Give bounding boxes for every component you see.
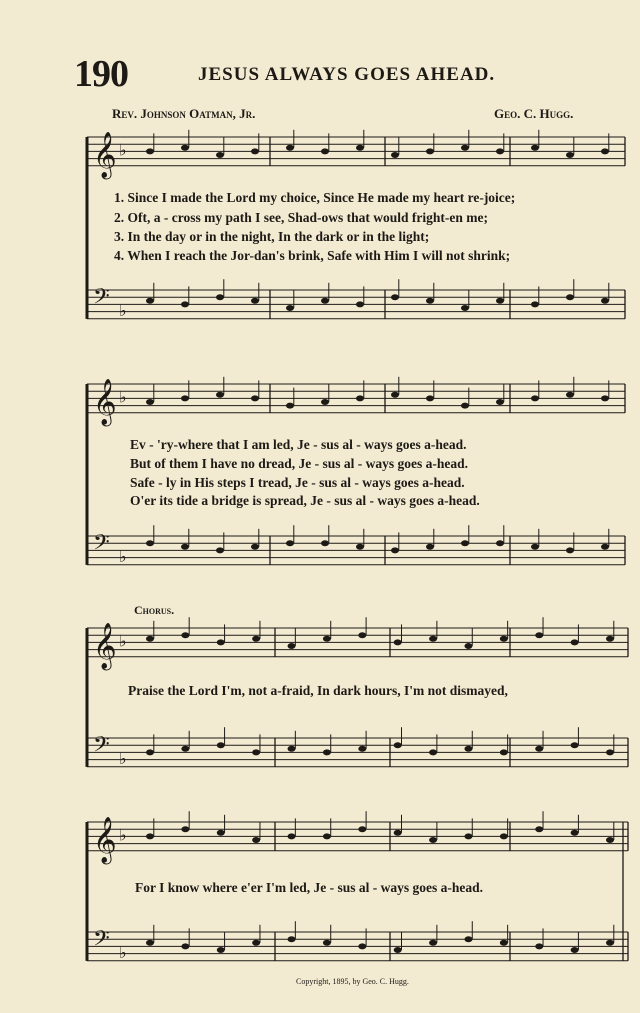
svg-text:𝄢: 𝄢: [93, 530, 110, 561]
verse-4-line-2: O'er its tide a bridge is spread, Je - sus al - ways goes a-head.: [130, 493, 480, 508]
copyright-notice: Copyright, 1895, by Geo. C. Hugg.: [296, 977, 409, 986]
svg-text:𝄢: 𝄢: [93, 732, 110, 763]
svg-text:♭: ♭: [119, 825, 127, 845]
svg-text:♭: ♭: [119, 631, 127, 651]
staff-1-treble: [87, 130, 625, 180]
lyricist-credit: Rev. Johnson Oatman, Jr.: [112, 106, 256, 121]
composer-credit: Geo. C. Hugg.: [494, 106, 574, 121]
chorus-line-1: Praise the Lord I'm, not a-fraid, In dark hours, I'm not dismayed,: [128, 683, 508, 698]
verse-4-line-1: 4. When I reach the Jor-dan's brink, Safe with Him I will not shrink;: [114, 248, 511, 263]
staff-2-bass: [87, 525, 625, 566]
staff-4-bass: [87, 921, 628, 962]
staff-2-treble: [87, 377, 625, 427]
svg-text:♭: ♭: [119, 140, 127, 160]
svg-text:♭: ♭: [119, 387, 127, 407]
chorus-line-2: For I know where e'er I'm led, Je - sus al - ways goes a-head.: [135, 880, 483, 895]
verse-1-line-1: 1. Since I made the Lord my choice, Since He made my heart re-joice;: [114, 190, 516, 205]
svg-text:♭: ♭: [119, 942, 127, 962]
svg-text:𝄞: 𝄞: [93, 378, 117, 425]
verse-3-line-1: 3. In the day or in the night, In the dark or in the light;: [114, 229, 430, 244]
svg-text:𝄞: 𝄞: [93, 131, 117, 178]
staff-1-bass: [87, 279, 625, 320]
svg-text:𝄞: 𝄞: [93, 816, 117, 863]
staff-4-treble: [87, 811, 628, 865]
svg-text:♭: ♭: [119, 546, 127, 566]
verse-1-line-2: Ev - 'ry-where that I am led, Je - sus al - ways goes a-head.: [130, 437, 467, 452]
verse-2-line-1: 2. Oft, a - cross my path I see, Shad-ows that would fright-en me;: [114, 210, 488, 225]
hymn-title: JESUS ALWAYS GOES AHEAD.: [198, 64, 496, 85]
page-number: 190: [74, 53, 128, 95]
verse-3-line-2: Safe - ly in His steps I tread, Je - sus al - ways goes a-head.: [130, 475, 465, 490]
staff-3-treble: [87, 617, 628, 671]
chorus-label: Chorus.: [134, 603, 175, 617]
svg-text:𝄞: 𝄞: [93, 622, 117, 669]
verse-2-line-2: But of them I have no dread, Je - sus al - ways goes a-head.: [130, 456, 469, 471]
svg-text:♭: ♭: [119, 300, 127, 320]
staff-3-bass: [87, 727, 628, 768]
svg-text:♭: ♭: [119, 748, 127, 768]
svg-text:𝄢: 𝄢: [93, 926, 110, 957]
svg-text:𝄢: 𝄢: [93, 284, 110, 315]
